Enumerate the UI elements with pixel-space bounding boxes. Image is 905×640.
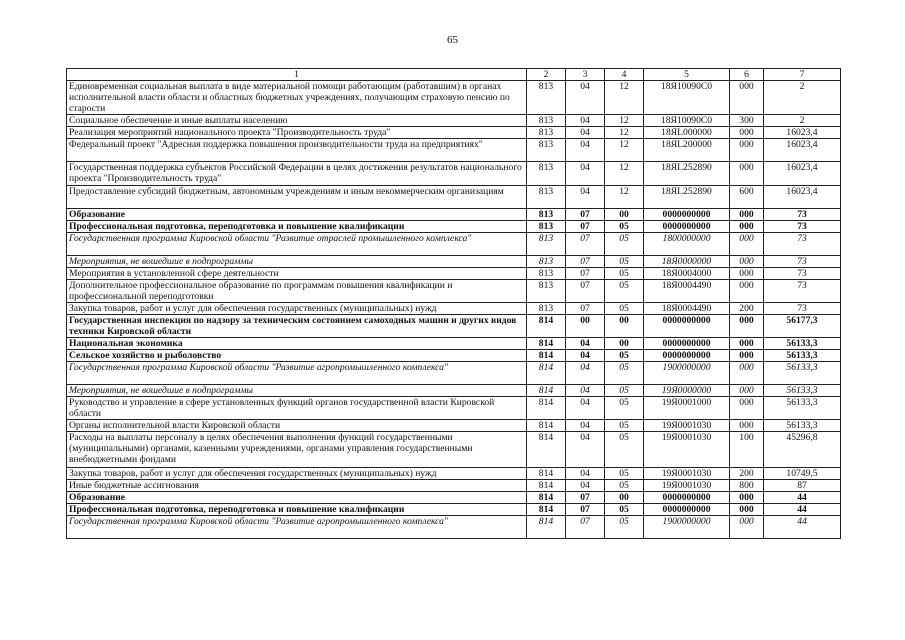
section-code-cell: 07 — [566, 492, 605, 504]
table-row — [67, 81, 841, 115]
target-article-cell: 0000000000 — [644, 504, 730, 516]
expense-type-cell: 000 — [730, 420, 764, 432]
section-code-cell: 04 — [566, 186, 605, 209]
item-name-cell: Федеральный проект "Адресная поддержка повышения производительности труда на предприятиях" — [67, 139, 527, 162]
header-cell: 4 — [605, 69, 644, 81]
table-row — [67, 480, 841, 492]
section-code-cell: 07 — [566, 256, 605, 268]
target-article-cell: 18Я0004000 — [644, 268, 730, 280]
section-code-cell: 04 — [566, 420, 605, 432]
amount-cell: 73 — [764, 280, 841, 303]
ministry-code-cell: 813 — [527, 162, 566, 186]
table-row — [67, 315, 841, 338]
target-article-cell: 18ЯL252890 — [644, 162, 730, 186]
table-row — [67, 385, 841, 397]
ministry-code-cell: 813 — [527, 186, 566, 209]
section-code-cell: 04 — [566, 468, 605, 480]
ministry-code-cell: 814 — [527, 397, 566, 420]
item-name-cell: Государственная поддержка субъектов Российской Федерации в целях достижения результатов национального проекта "Производительность труда" — [67, 162, 527, 186]
section-code-cell: 04 — [566, 385, 605, 397]
expense-type-cell: 000 — [730, 504, 764, 516]
table-row — [67, 303, 841, 315]
ministry-code-cell: 814 — [527, 432, 566, 468]
subsection-code-cell: 05 — [605, 268, 644, 280]
table-row — [67, 468, 841, 480]
item-name-cell: Социальное обеспечение и иные выплаты населению — [67, 115, 527, 127]
amount-cell: 56133,3 — [764, 385, 841, 397]
amount-cell: 73 — [764, 303, 841, 315]
expense-type-cell: 000 — [730, 397, 764, 420]
ministry-code-cell: 813 — [527, 268, 566, 280]
subsection-code-cell: 05 — [605, 480, 644, 492]
target-article-cell: 19Я0001030 — [644, 468, 730, 480]
section-code-cell: 04 — [566, 480, 605, 492]
expense-type-cell: 000 — [730, 350, 764, 362]
amount-cell: 16023,4 — [764, 139, 841, 162]
item-name-cell: Дополнительное профессиональное образование по программам повышения квалификации и профессиональной переподготовки — [67, 280, 527, 303]
ministry-code-cell: 813 — [527, 81, 566, 115]
target-article-cell: 1900000000 — [644, 516, 730, 539]
table-row — [67, 162, 841, 186]
subsection-code-cell: 05 — [605, 432, 644, 468]
expense-type-cell: 000 — [730, 315, 764, 338]
expense-type-cell: 000 — [730, 362, 764, 385]
table-row — [67, 186, 841, 209]
expense-type-cell: 000 — [730, 338, 764, 350]
item-name-cell: Мероприятия, не вошедшие в подпрограммы — [67, 385, 527, 397]
target-article-cell: 0000000000 — [644, 221, 730, 233]
expense-type-cell: 200 — [730, 303, 764, 315]
target-article-cell: 0000000000 — [644, 492, 730, 504]
target-article-cell: 18ЯL252890 — [644, 186, 730, 209]
item-name-cell: Сельское хозяйство и рыболовство — [67, 350, 527, 362]
item-name-cell: Предоставление субсидий бюджетным, автономным учреждениям и иным некоммерческим организациям — [67, 186, 527, 209]
table-row — [67, 350, 841, 362]
section-code-cell: 07 — [566, 221, 605, 233]
ministry-code-cell: 813 — [527, 233, 566, 256]
subsection-code-cell: 00 — [605, 315, 644, 338]
table-row — [67, 268, 841, 280]
ministry-code-cell: 814 — [527, 480, 566, 492]
amount-cell: 44 — [764, 504, 841, 516]
subsection-code-cell: 05 — [605, 468, 644, 480]
header-cell: 3 — [566, 69, 605, 81]
header-row — [67, 69, 841, 81]
subsection-code-cell: 12 — [605, 186, 644, 209]
item-name-cell: Профессиональная подготовка, переподготовка и повышение квалификации — [67, 504, 527, 516]
item-name-cell: Единовременная социальная выплата в виде материальной помощи работающим (работавшим) в органах исполнительной власти области и областных бюджетных учреждениях, получающим страховую пенсию по старости — [67, 81, 527, 115]
section-code-cell: 04 — [566, 397, 605, 420]
section-code-cell: 04 — [566, 362, 605, 385]
table-row — [67, 504, 841, 516]
item-name-cell: Профессиональная подготовка, переподготовка и повышение квалификации — [67, 221, 527, 233]
ministry-code-cell: 814 — [527, 315, 566, 338]
expense-type-cell: 000 — [730, 221, 764, 233]
section-code-cell: 04 — [566, 432, 605, 468]
subsection-code-cell: 00 — [605, 338, 644, 350]
expense-type-cell: 000 — [730, 280, 764, 303]
expense-type-cell: 300 — [730, 115, 764, 127]
section-code-cell: 04 — [566, 81, 605, 115]
item-name-cell: Национальная экономика — [67, 338, 527, 350]
subsection-code-cell: 12 — [605, 139, 644, 162]
target-article-cell: 18ЯL200000 — [644, 139, 730, 162]
target-article-cell: 18Я0004490 — [644, 280, 730, 303]
item-name-cell: Расходы на выплаты персоналу в целях обеспечения выполнения функций государственными (муниципальными) органами, казенными учреждениями, органами управления государственными внебюджетными фондами — [67, 432, 527, 468]
amount-cell: 16023,4 — [764, 186, 841, 209]
subsection-code-cell: 12 — [605, 127, 644, 139]
amount-cell: 56133,3 — [764, 420, 841, 432]
expense-type-cell: 000 — [730, 233, 764, 256]
target-article-cell: 19Я0001030 — [644, 432, 730, 468]
item-name-cell: Закупка товаров, работ и услуг для обеспечения государственных (муниципальных) нужд — [67, 468, 527, 480]
section-code-cell: 04 — [566, 338, 605, 350]
section-code-cell: 04 — [566, 115, 605, 127]
expense-type-cell: 600 — [730, 186, 764, 209]
table-row — [67, 420, 841, 432]
ministry-code-cell: 814 — [527, 350, 566, 362]
subsection-code-cell: 05 — [605, 362, 644, 385]
amount-cell: 56133,3 — [764, 362, 841, 385]
amount-cell: 56133,3 — [764, 397, 841, 420]
item-name-cell: Государственная инспекция по надзору за техническим состоянием самоходных машин и других видов техники Кировской области — [67, 315, 527, 338]
subsection-code-cell: 05 — [605, 420, 644, 432]
table-row — [67, 492, 841, 504]
subsection-code-cell: 00 — [605, 492, 644, 504]
target-article-cell: 18ЯL000000 — [644, 127, 730, 139]
amount-cell: 2 — [764, 115, 841, 127]
subsection-code-cell: 05 — [605, 516, 644, 539]
ministry-code-cell: 814 — [527, 385, 566, 397]
table-row — [67, 209, 841, 221]
section-code-cell: 07 — [566, 233, 605, 256]
subsection-code-cell: 05 — [605, 233, 644, 256]
item-name-cell: Образование — [67, 209, 527, 221]
target-article-cell: 19Я0001000 — [644, 397, 730, 420]
target-article-cell: 1800000000 — [644, 233, 730, 256]
expense-type-cell: 000 — [730, 81, 764, 115]
target-article-cell: 18Я10090С0 — [644, 115, 730, 127]
subsection-code-cell: 12 — [605, 81, 644, 115]
subsection-code-cell: 05 — [605, 303, 644, 315]
target-article-cell: 0000000000 — [644, 209, 730, 221]
subsection-code-cell: 12 — [605, 162, 644, 186]
section-code-cell: 07 — [566, 209, 605, 221]
target-article-cell: 18Я0000000 — [644, 256, 730, 268]
ministry-code-cell: 813 — [527, 209, 566, 221]
ministry-code-cell: 813 — [527, 221, 566, 233]
amount-cell: 56133,3 — [764, 338, 841, 350]
table-row — [67, 516, 841, 539]
subsection-code-cell: 05 — [605, 350, 644, 362]
amount-cell: 87 — [764, 480, 841, 492]
amount-cell: 44 — [764, 516, 841, 539]
item-name-cell: Иные бюджетные ассигнования — [67, 480, 527, 492]
table-row — [67, 338, 841, 350]
item-name-cell: Государственная программа Кировской области "Развитие агропромышленного комплекса" — [67, 362, 527, 385]
table-row — [67, 115, 841, 127]
subsection-code-cell: 05 — [605, 397, 644, 420]
ministry-code-cell: 813 — [527, 127, 566, 139]
section-code-cell: 04 — [566, 139, 605, 162]
header-cell: 2 — [527, 69, 566, 81]
target-article-cell: 19Я0001030 — [644, 480, 730, 492]
ministry-code-cell: 813 — [527, 303, 566, 315]
section-code-cell: 07 — [566, 303, 605, 315]
target-article-cell: 0000000000 — [644, 338, 730, 350]
item-name-cell: Руководство и управление в сфере установленных функций органов государственной власти Кировской области — [67, 397, 527, 420]
amount-cell: 73 — [764, 233, 841, 256]
ministry-code-cell: 814 — [527, 468, 566, 480]
item-name-cell: Государственная программа Кировской области "Развитие отраслей промышленного комплекса" — [67, 233, 527, 256]
ministry-code-cell: 813 — [527, 139, 566, 162]
amount-cell: 73 — [764, 209, 841, 221]
target-article-cell: 1900000000 — [644, 362, 730, 385]
amount-cell: 10749,5 — [764, 468, 841, 480]
page-number: 65 — [447, 34, 458, 46]
subsection-code-cell: 12 — [605, 115, 644, 127]
table-row — [67, 233, 841, 256]
table-row — [67, 127, 841, 139]
expense-type-cell: 000 — [730, 516, 764, 539]
budget-table — [66, 68, 841, 539]
table-row — [67, 362, 841, 385]
section-code-cell: 07 — [566, 280, 605, 303]
expense-type-cell: 000 — [730, 162, 764, 186]
subsection-code-cell: 05 — [605, 385, 644, 397]
amount-cell: 73 — [764, 268, 841, 280]
table-row — [67, 139, 841, 162]
expense-type-cell: 000 — [730, 139, 764, 162]
target-article-cell: 19Я0000000 — [644, 385, 730, 397]
ministry-code-cell: 814 — [527, 504, 566, 516]
subsection-code-cell: 00 — [605, 209, 644, 221]
subsection-code-cell: 05 — [605, 221, 644, 233]
expense-type-cell: 000 — [730, 256, 764, 268]
amount-cell: 16023,4 — [764, 162, 841, 186]
ministry-code-cell: 813 — [527, 256, 566, 268]
table-row — [67, 221, 841, 233]
ministry-code-cell: 814 — [527, 420, 566, 432]
section-code-cell: 04 — [566, 162, 605, 186]
ministry-code-cell: 814 — [527, 338, 566, 350]
amount-cell: 44 — [764, 492, 841, 504]
amount-cell: 73 — [764, 256, 841, 268]
section-code-cell: 00 — [566, 315, 605, 338]
header-cell: 6 — [730, 69, 764, 81]
section-code-cell: 04 — [566, 127, 605, 139]
amount-cell: 56133,3 — [764, 350, 841, 362]
target-article-cell: 19Я0001030 — [644, 420, 730, 432]
section-code-cell: 07 — [566, 268, 605, 280]
target-article-cell: 18Я0004490 — [644, 303, 730, 315]
item-name-cell: Государственная программа Кировской области "Развитие агропромышленного комплекса" — [67, 516, 527, 539]
expense-type-cell: 000 — [730, 209, 764, 221]
expense-type-cell: 200 — [730, 468, 764, 480]
expense-type-cell: 000 — [730, 268, 764, 280]
item-name-cell: Мероприятия, не вошедшие в подпрограммы — [67, 256, 527, 268]
table-row — [67, 256, 841, 268]
header-cell: 7 — [764, 69, 841, 81]
ministry-code-cell: 814 — [527, 362, 566, 385]
section-code-cell: 07 — [566, 516, 605, 539]
table-row — [67, 397, 841, 420]
section-code-cell: 07 — [566, 504, 605, 516]
ministry-code-cell: 814 — [527, 492, 566, 504]
subsection-code-cell: 05 — [605, 504, 644, 516]
expense-type-cell: 800 — [730, 480, 764, 492]
expense-type-cell: 000 — [730, 492, 764, 504]
subsection-code-cell: 05 — [605, 280, 644, 303]
expense-type-cell: 000 — [730, 127, 764, 139]
ministry-code-cell: 814 — [527, 516, 566, 539]
amount-cell: 45296,8 — [764, 432, 841, 468]
table-row — [67, 280, 841, 303]
subsection-code-cell: 05 — [605, 256, 644, 268]
item-name-cell: Органы исполнительной власти Кировской области — [67, 420, 527, 432]
section-code-cell: 04 — [566, 350, 605, 362]
item-name-cell: Реализация мероприятий национального проекта "Производительность труда" — [67, 127, 527, 139]
item-name-cell: Образование — [67, 492, 527, 504]
amount-cell: 2 — [764, 81, 841, 115]
item-name-cell: Мероприятия в установленной сфере деятельности — [67, 268, 527, 280]
expense-type-cell: 100 — [730, 432, 764, 468]
amount-cell: 16023,4 — [764, 127, 841, 139]
target-article-cell: 0000000000 — [644, 315, 730, 338]
amount-cell: 73 — [764, 221, 841, 233]
header-cell: 1 — [67, 69, 527, 81]
header-cell: 5 — [644, 69, 730, 81]
ministry-code-cell: 813 — [527, 280, 566, 303]
item-name-cell: Закупка товаров, работ и услуг для обеспечения государственных (муниципальных) нужд — [67, 303, 527, 315]
target-article-cell: 18Я10090С0 — [644, 81, 730, 115]
expense-type-cell: 000 — [730, 385, 764, 397]
ministry-code-cell: 813 — [527, 115, 566, 127]
amount-cell: 56177,3 — [764, 315, 841, 338]
table-row — [67, 432, 841, 468]
target-article-cell: 0000000000 — [644, 350, 730, 362]
